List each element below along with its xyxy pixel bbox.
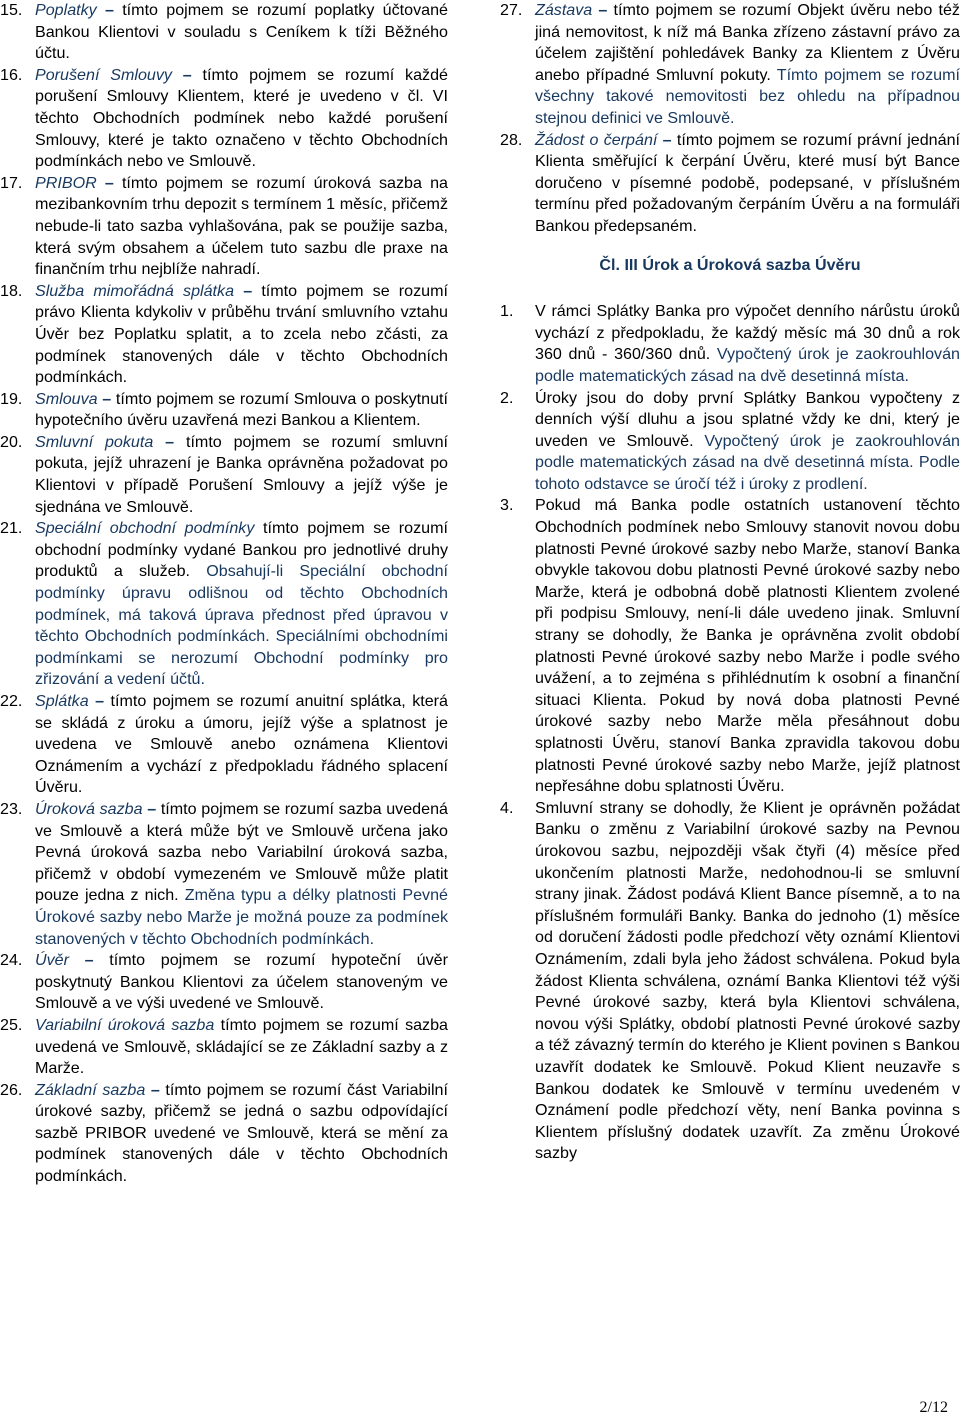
defined-term: PRIBOR xyxy=(35,173,97,192)
left-column xyxy=(0,0,448,1188)
defined-term: Základní sazba xyxy=(35,1080,146,1099)
definition-item xyxy=(0,389,448,432)
item-number: 18. xyxy=(0,281,23,300)
definition-item xyxy=(0,691,448,799)
definition-text: tímto pojmem se rozumí Smlouva o poskytnutí hypotečního úvěru uzavřená mezi Bankou a Klientem. xyxy=(35,389,448,430)
definition-item xyxy=(0,432,448,518)
paragraph-body xyxy=(535,798,960,1165)
paragraph-body xyxy=(535,495,960,797)
term-dash: – xyxy=(150,1080,160,1099)
definition-text: tímto pojmem se rozumí právní jednání Klienta směřující k čerpání Úvěru, které musí být Bance doručeno v písemné podobě, podepsané, v příslušném termínu před požadovaným čerpáním Úvěru a na formuláři Bankou předepsaném. xyxy=(535,130,960,235)
definition-item xyxy=(500,0,960,130)
definition-text: tímto pojmem se rozumí obchodní podmínky vydané Bankou pro jednotlivé druhy produktů a služeb. xyxy=(35,519,448,581)
definition-text: tímto pojmem se rozumí Objekt úvěru nebo též jiná nemovitost, k níž má Banka zřízeno zástavní právo za účelem zajištění pohledávek Banky za Klientem z Úvěru anebo případné Smluvní pokuty. xyxy=(535,1,960,84)
defined-term: Poplatky xyxy=(35,1,97,19)
defined-term: Úroková sazba xyxy=(35,799,143,818)
paragraph-text: Smluvní strany se dohodly, že Klient je oprávněn požádat Banku o změnu z Variabilní úrokové sazby na Pevnou úrokovou sazbu, nejpozději však čtyři (4) měsíce před ukončením platnosti Marže, nedohodnou-li se smluvní strany jinak. Žádost podává Klient Bance písemně, a to na příslušném formuláři Banky. Banka do jednoho (1) měsíce od doručení žádosti podle předchozí věty oznámí Klientovi Oznámením, zdali byla jeho žádost schválena. Pokud byla žádost Klienta schválena, oznámí Banka Klientovi též výši Pevné úrokové sazby, která byla Klientovi schválena, novou výši Splátky, období platnosti Pevné úrokové sazby a též závazný termín do kterého je Klient povinen s Bankou uzavřít dodatek ke Smlouvě. Pokud Klient neuzavře s Bankou dodatek ke Smlouvě v termínu uvedeném v Oznámení podle předchozí věty, není Banka povinna s Klientem příslušný dodatek uzavřít. Za změnu Úrokové sazby xyxy=(535,798,960,1163)
definition-text: tímto pojmem se rozumí sazba uvedená ve Smlouvě a která může být ve Smlouvě určena jako Pevná úroková sazba nebo Variabilní úroková sazba, přičemž v období vymezeném ve Smlouvě může platit pouze jedna z nich. xyxy=(35,799,448,905)
item-number: 19. xyxy=(0,389,23,408)
term-dash: – xyxy=(165,432,175,451)
defined-term: Smlouva xyxy=(35,389,98,408)
item-number: 27. xyxy=(500,1,523,19)
item-body xyxy=(35,1015,448,1080)
defined-term: Speciální obchodní podmínky xyxy=(35,519,255,538)
item-number: 26. xyxy=(0,1080,23,1099)
defined-term: Variabilní úroková sazba xyxy=(35,1015,215,1034)
definition-text: tímto pojmem se rozumí smluvní pokuta, jejíž uhrazení je Banka oprávněna požadovat po Klientovi v případě Porušení Smlouvy a jejíž výše je sjednána ve Smlouvě. xyxy=(35,432,448,516)
term-dash: – xyxy=(95,692,105,710)
term-dash: – xyxy=(662,130,672,149)
definition-item xyxy=(0,950,448,1015)
term-dash: – xyxy=(84,951,94,970)
item-body xyxy=(35,1080,448,1188)
section-heading: Čl. III Úrok a Úroková sazba Úvěru xyxy=(599,255,861,274)
definition-item xyxy=(500,130,960,238)
right-column xyxy=(500,0,960,1165)
definition-item xyxy=(0,281,448,389)
paragraph-number: 3. xyxy=(500,496,514,515)
item-body xyxy=(35,389,448,432)
definition-text: tímto pojmem se rozumí část Variabilní úrokové sazby, přičemž se jedná o sazbu odpovídající sazbě PRIBOR uvedené ve Smlouvě, která se mění za podmínek stanovených dále v těchto Obchodních podmínkách. xyxy=(35,1080,448,1186)
definition-text: tímto pojmem se rozumí sazba uvedená ve Smlouvě, skládající se ze Základní sazby a z Marže. xyxy=(35,1015,449,1078)
paragraph-number: 4. xyxy=(500,798,514,817)
item-body xyxy=(35,65,448,173)
defined-term: Smluvní pokuta xyxy=(35,432,154,451)
term-dash: – xyxy=(182,65,192,84)
article-items-list xyxy=(500,301,960,1165)
item-body xyxy=(35,432,448,518)
definition-item xyxy=(0,799,448,950)
term-dash: – xyxy=(104,173,114,192)
paragraph-text-highlight: Vypočtený úrok je zaokrouhlován podle matematických zásad na dvě desetinná místa. xyxy=(535,345,960,385)
article-paragraph xyxy=(500,798,960,1165)
definition-text-highlight: Změna typu a délky platnosti Pevné Úrokové sazby nebo Marže je možná pouze za podmínek stanovených v těchto Obchodních podmínkách. xyxy=(35,886,448,948)
paragraph-text-highlight: Vypočtený úrok je zaokrouhlován podle matematických zásad na dvě desetinná místa. Podle tohoto odstavce se úročí též i úroky z prodlení. xyxy=(535,431,960,493)
definition-item xyxy=(0,65,448,173)
paragraph-text: Pokud má Banka podle ostatních ustanovení těchto Obchodních podmínek nebo Smlouvy stanovit novou dobu platnosti Pevné úrokové sazby nebo Marže, stanoví Banka obvykle takovou dobu platnosti Pevné úrokové sazby nebo Marže, která je odbobná době platnosti Klientem zvolené při podpisu Smlouvy, není-li dále uvedeno jinak. Smluvní strany se dohodly, že Banka je oprávněna zvolit období platnosti Pevné úrokové sazby nebo Marže i podle svého uvážení, a to zejména s přihlédnutím k osobní a finanční situaci Klienta. Pokud by nová doba platnosti Pevné úrokové sazby nebo Marže měla přesáhnout dobu splatnosti Úvěru, stanoví Banka zpravidla takovou dobu platnosti Pevné úrokové sazby nebo Marže, jejíž platnost nepřesáhne dobu splatnosti Úvěru. xyxy=(535,496,960,796)
item-number: 20. xyxy=(0,432,23,451)
definition-text: tímto pojmem se rozumí hypoteční úvěr poskytnutý Bankou Klientovi za účelem stanoveným ve Smlouvě a ve výši uvedené ve Smlouvě. xyxy=(35,951,448,1013)
item-number: 17. xyxy=(0,173,23,192)
item-number: 28. xyxy=(500,130,523,149)
article-paragraph xyxy=(500,495,960,797)
paragraph-text: V rámci Splátky Banka pro výpočet denního nárůstu úroků vychází z předpokladu, že každý měsíc má 30 dnů a rok 360 dnů - 360/360 dnů. xyxy=(535,302,960,364)
term-dash: – xyxy=(105,1,114,19)
item-number: 15. xyxy=(0,1,23,19)
defined-term: Úvěr xyxy=(35,951,69,970)
definition-text: tímto pojmem se rozumí poplatky účtované Bankou Klientovi v souladu s Ceníkem k tíži Běžného účtu. xyxy=(35,1,448,63)
item-body xyxy=(35,518,448,691)
paragraph-body xyxy=(535,301,960,387)
item-body xyxy=(535,130,960,238)
item-body xyxy=(35,0,448,65)
paragraph-number: 2. xyxy=(500,388,514,407)
definition-text: tímto pojmem se rozumí úroková sazba na mezibankovním trhu depozit s termínem 1 měsíc, přičemž nebude-li tato sazba vyhlašována, pak se použije sazba, která svým obsahem a účelem tuto sazbu dle praxe na finančním trhu nejblíže nahradí. xyxy=(35,173,448,279)
page-number: 2/12 xyxy=(919,1399,948,1416)
term-dash: – xyxy=(102,389,112,408)
article-paragraph xyxy=(500,388,960,496)
item-body xyxy=(35,950,448,1015)
term-dash: – xyxy=(598,1,608,19)
item-body xyxy=(35,799,448,950)
defined-term: Porušení Smlouvy xyxy=(35,65,172,84)
item-number: 25. xyxy=(0,1015,23,1034)
item-body xyxy=(535,0,960,130)
definition-text-highlight: Obsahují-li Speciální obchodní podmínky úpravu odlišnou od těchto Obchodních podmínek, má taková úprava přednost před úpravou v těchto Obchodních podmínkách. Speciálními obchodními podmínkami se nerozumí Obchodní podmínky pro zřizování a vedení účtů. xyxy=(35,562,448,689)
term-dash: – xyxy=(243,281,253,300)
defined-term: Žádost o čerpání xyxy=(535,130,658,149)
paragraph-body xyxy=(535,388,960,496)
item-number: 21. xyxy=(0,519,23,538)
definition-item xyxy=(0,1080,448,1188)
item-body xyxy=(35,691,448,799)
item-body xyxy=(35,281,448,389)
item-body xyxy=(35,173,448,281)
term-dash: – xyxy=(147,799,157,818)
definition-text-highlight: Tímto pojmem se rozumí všechny takové nemovitosti bez ohledu na případnou stejnou definici ve Smlouvě. xyxy=(535,65,960,127)
defined-term: Splátka xyxy=(35,692,89,710)
item-number: 23. xyxy=(0,799,23,818)
defined-term: Zástava xyxy=(535,1,593,19)
item-number: 16. xyxy=(0,65,23,84)
definition-text: tímto pojmem se rozumí právo Klienta kdykoliv v průběhu trvání smluvního vztahu Úvěr bez Poplatku splatit, a to zcela nebo zčásti, za podmínek stanovených dále v těchto Obchodních podmínkách. xyxy=(35,281,448,387)
paragraph-text: Úroky jsou do doby první Splátky Bankou vypočteny z denních výší dluhu a jsou splatné vždy ke dni, který je uveden ve Smlouvě. xyxy=(535,388,960,450)
paragraph-number: 1. xyxy=(500,302,514,321)
definition-item xyxy=(0,518,448,691)
item-number: 22. xyxy=(0,692,23,710)
item-number: 24. xyxy=(0,951,23,970)
definition-item xyxy=(0,173,448,281)
right-definitions-list xyxy=(500,0,960,238)
definition-item xyxy=(0,1015,448,1080)
defined-term: Služba mimořádná splátka xyxy=(35,281,235,300)
definition-text: tímto pojmem se rozumí každé porušení Smlouvy Klientem, které je uvedeno v čl. VI těchto Obchodních podmínek nebo každé porušení Smlouvy, které je takto označeno v těchto Obchodních podmínkách nebo ve Smlouvě. xyxy=(35,65,448,171)
definition-text: tímto pojmem se rozumí anuitní splátka, která se skládá z úroku a úmoru, jejíž výše a splatnost je uvedena ve Smlouvě anebo oznámena Klientovi Oznámením a vychází z předpokladu řádného splacení Úvěru. xyxy=(35,692,448,797)
article-paragraph xyxy=(500,301,960,387)
definition-item xyxy=(0,0,448,65)
